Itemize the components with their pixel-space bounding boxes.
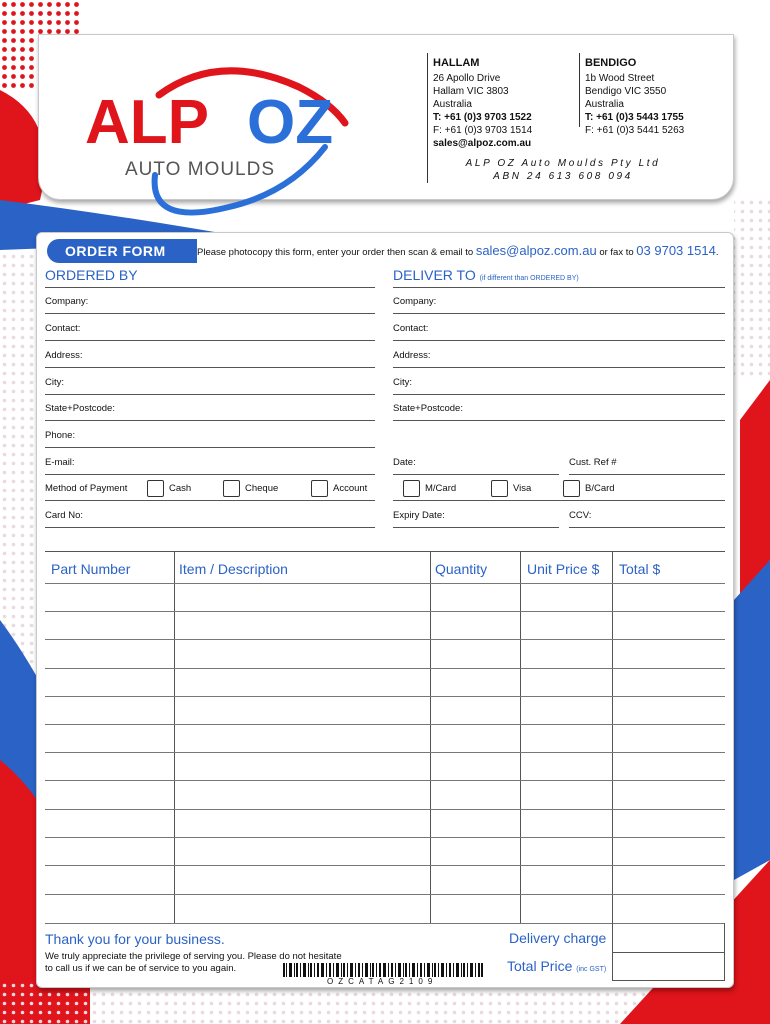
state-postcode-field[interactable]	[45, 420, 375, 421]
table-row[interactable]	[45, 780, 725, 781]
deliver-address-field[interactable]	[393, 367, 725, 368]
address-label: Address:	[45, 350, 83, 361]
thank-you-text: Thank you for your business.	[45, 931, 225, 947]
instruction-end: .	[715, 247, 719, 258]
deliver-city-label: City:	[393, 377, 412, 388]
table-row[interactable]	[45, 809, 725, 810]
ordered-by-heading: ORDERED BY	[45, 267, 138, 283]
svg-text:AUTO MOULDS: AUTO MOULDS	[125, 159, 276, 180]
table-row[interactable]	[45, 837, 725, 838]
deliver-to-underline	[393, 287, 725, 288]
ccv-label: CCV:	[569, 510, 592, 521]
table-row[interactable]	[45, 611, 725, 612]
mcard-label: M/Card	[425, 483, 457, 494]
card-no-label: Card No:	[45, 510, 84, 521]
company-name: ALP OZ Auto Moulds Pty Ltd	[465, 158, 661, 169]
cash-checkbox[interactable]	[147, 480, 164, 497]
bendigo-phone: T: +61 (0)3 5443 1755	[585, 112, 684, 123]
company-info	[433, 157, 693, 183]
table-col-divider	[430, 551, 431, 924]
date-label: Date:	[393, 457, 416, 468]
deliver-state-postcode-field[interactable]	[393, 420, 725, 421]
hallam-phone: T: +61 (0)3 9703 1522	[433, 112, 532, 123]
bendigo-title: BENDIGO	[585, 57, 637, 69]
phone-label: Phone:	[45, 430, 76, 441]
barcode	[283, 963, 483, 977]
hallam-email: sales@alpoz.com.au	[433, 138, 532, 149]
company-field[interactable]	[45, 313, 375, 314]
date-field[interactable]	[393, 474, 559, 475]
table-row[interactable]	[45, 583, 725, 584]
total-price-note: (inc GST)	[576, 966, 607, 973]
table-row[interactable]	[45, 894, 725, 895]
instruction-mid-text: or fax to	[596, 247, 637, 258]
table-row[interactable]	[45, 752, 725, 753]
hallam-line3: Australia	[433, 99, 472, 110]
col-part-number: Part Number	[51, 561, 131, 577]
bcard-label: B/Card	[585, 483, 615, 494]
instruction-email-link[interactable]: sales@alpoz.com.au	[475, 243, 597, 258]
city-field[interactable]	[45, 394, 375, 395]
cheque-label: Cheque	[245, 483, 279, 494]
email-field[interactable]	[45, 474, 375, 475]
svg-text:ALP: ALP	[85, 88, 209, 157]
hallam-fax: F: +61 (0)3 9703 1514	[433, 125, 533, 136]
cust-ref-field[interactable]	[569, 474, 725, 475]
payment-left-underline	[45, 500, 375, 501]
account-label: Account	[333, 483, 368, 494]
instruction-fax: 03 9703 1514	[636, 243, 716, 258]
cust-ref-label: Cust. Ref #	[569, 457, 617, 468]
order-form-tab: ORDER FORM	[47, 239, 197, 263]
deliver-company-label: Company:	[393, 296, 437, 307]
alp-oz-logo	[79, 57, 369, 227]
email-label: E-mail:	[45, 457, 75, 468]
mcard-checkbox[interactable]	[403, 480, 420, 497]
header-card	[38, 34, 734, 200]
visa-checkbox[interactable]	[491, 480, 508, 497]
expiry-date-label: Expiry Date:	[393, 510, 445, 521]
table-row[interactable]	[45, 668, 725, 669]
hallam-line2: Hallam VIC 3803	[433, 86, 509, 97]
total-price-text: Total Price	[507, 958, 573, 974]
delivery-charge-label: Delivery charge	[509, 930, 607, 946]
deliver-to-label: DELIVER TO	[393, 267, 476, 283]
order-form-card	[36, 232, 734, 988]
method-of-payment-label: Method of Payment	[45, 483, 128, 494]
appreciation-line2: to call us if we can be of service to you again.	[45, 963, 237, 974]
deliver-company-field[interactable]	[393, 313, 725, 314]
svg-text:OZ: OZ	[247, 88, 334, 157]
table-row[interactable]	[45, 696, 725, 697]
address-field[interactable]	[45, 367, 375, 368]
ordered-by-underline	[45, 287, 375, 288]
barcode-number: OZCATAG2109	[327, 977, 438, 986]
deliver-address-label: Address:	[393, 350, 431, 361]
hallam-address	[433, 57, 532, 150]
deliver-contact-label: Contact:	[393, 323, 429, 334]
cash-label: Cash	[169, 483, 192, 494]
col-total: Total $	[619, 561, 661, 577]
col-quantity: Quantity	[435, 561, 488, 577]
deliver-contact-field[interactable]	[393, 340, 725, 341]
table-col-divider	[174, 551, 175, 924]
expiry-date-field[interactable]	[393, 527, 559, 528]
col-unit-price: Unit Price $	[527, 561, 600, 577]
bendigo-line1: 1b Wood Street	[585, 73, 655, 84]
table-row[interactable]	[45, 865, 725, 866]
form-instructions	[197, 243, 718, 258]
deliver-state-postcode-label: State+Postcode:	[393, 403, 463, 414]
card-no-field[interactable]	[45, 527, 375, 528]
bendigo-line2: Bendigo VIC 3550	[585, 86, 667, 97]
ccv-field[interactable]	[569, 527, 725, 528]
state-postcode-label: State+Postcode:	[45, 403, 115, 414]
table-top-border	[45, 551, 725, 552]
deliver-to-heading	[393, 267, 579, 283]
delivery-charge-field[interactable]	[612, 952, 725, 953]
account-checkbox[interactable]	[311, 480, 328, 497]
header-divider	[427, 53, 428, 183]
hallam-title: HALLAM	[433, 57, 480, 69]
appreciation-line1: We truly appreciate the privilege of serving you. Please do not hesitate	[45, 951, 342, 962]
cheque-checkbox[interactable]	[223, 480, 240, 497]
header-divider-2	[579, 53, 580, 127]
total-price-label	[507, 958, 606, 974]
city-label: City:	[45, 377, 64, 388]
payment-right-underline	[393, 500, 725, 501]
bendigo-fax: F: +61 (0)3 5441 5263	[585, 125, 685, 136]
deliver-city-field[interactable]	[393, 394, 725, 395]
table-col-divider	[520, 551, 521, 924]
company-label: Company:	[45, 296, 89, 307]
phone-field[interactable]	[45, 447, 375, 448]
instruction-text: Please photocopy this form, enter your order then scan & email to	[197, 247, 476, 258]
company-abn: ABN 24 613 608 094	[493, 171, 633, 182]
bendigo-address	[585, 57, 684, 137]
visa-label: Visa	[513, 483, 532, 494]
deliver-to-note: (if different than ORDERED BY)	[479, 275, 579, 282]
hallam-line1: 26 Apollo Drive	[433, 73, 501, 84]
bcard-checkbox[interactable]	[563, 480, 580, 497]
bendigo-line3: Australia	[585, 99, 624, 110]
col-item-description: Item / Description	[179, 561, 288, 577]
contact-label: Contact:	[45, 323, 81, 334]
table-col-divider	[612, 551, 613, 924]
table-row[interactable]	[45, 724, 725, 725]
table-row[interactable]	[45, 639, 725, 640]
contact-field[interactable]	[45, 340, 375, 341]
